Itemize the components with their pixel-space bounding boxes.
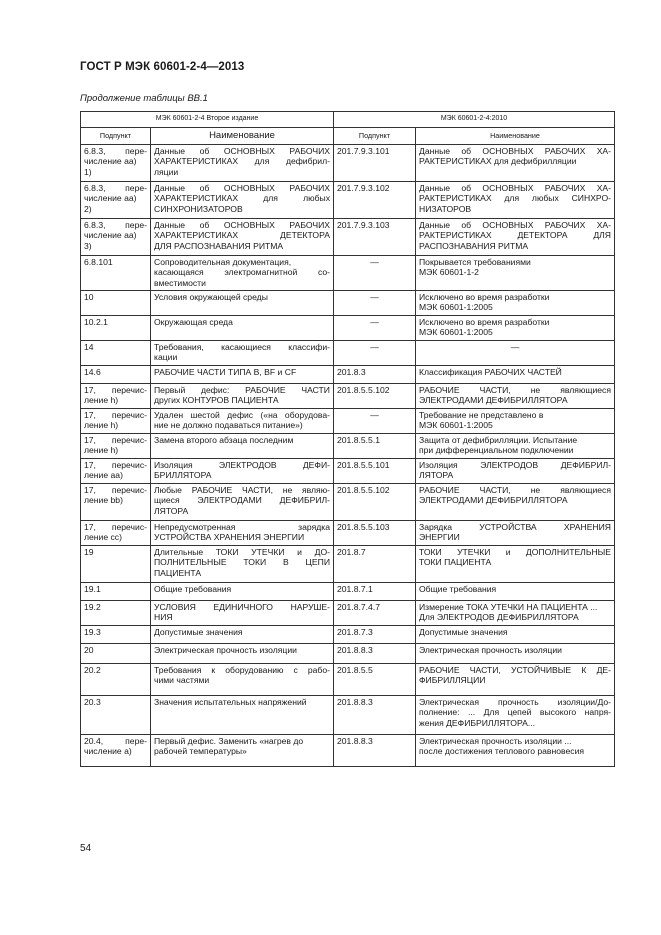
edition-right: МЭК 60601-2-4:2010 — [334, 112, 615, 128]
table-row — [81, 626, 615, 644]
cell-c4 — [416, 409, 615, 434]
cell-text-line: Данные об ОСНОВНЫХ РАБОЧИХ — [154, 220, 330, 230]
cell-text-line: рабочей температуры» — [154, 746, 247, 757]
table-row — [81, 459, 615, 484]
cell-c4 — [416, 341, 615, 366]
cell-c1 — [81, 145, 151, 182]
cell-text-line: ЭНЕРГИИ — [419, 532, 460, 543]
cell-text-line: Допустимые значения — [154, 627, 243, 637]
cell-text-line: 19.2 — [84, 602, 101, 612]
cell-c1 — [81, 341, 151, 366]
table-row — [81, 664, 615, 696]
cell-text-line: вместимости — [154, 277, 206, 288]
cell-text-line: ДЛЯ РАСПОЗНАВАНИЯ РИТМА — [154, 240, 284, 251]
cell-c4 — [416, 521, 615, 546]
cell-c3: — — [334, 256, 416, 291]
cell-c4 — [416, 256, 615, 291]
cell-c2 — [151, 521, 334, 546]
cell-c3: — — [334, 316, 416, 341]
cell-text-line: РАКТЕРИСТИКАХ ДЕТЕКТОРА ДЛЯ — [419, 230, 612, 241]
cell-c3: 201.8.5.5.102 — [334, 384, 416, 409]
cell-text-line: Данные об ОСНОВНЫХ РАБОЧИХ ХА- — [419, 183, 612, 193]
cell-text-line: ТОКИ УТЕЧКИ и ДОПОЛНИТЕЛЬНЫЕ — [419, 547, 612, 557]
cell-c2 — [151, 644, 334, 664]
cell-c3: 201.8.5.5.103 — [334, 521, 416, 546]
cell-text-line: 20.3 — [84, 697, 101, 707]
cell-c3: — — [334, 341, 416, 366]
table-caption: Продолжение таблицы ВВ.1 — [80, 93, 208, 104]
cell-text-line: СИНХРОНИЗАТОРОВ — [154, 203, 243, 214]
cell-c2 — [151, 256, 334, 291]
cell-c2 — [151, 735, 334, 767]
table-row — [81, 434, 615, 459]
cell-c1 — [81, 735, 151, 767]
cell-text-line: Длительные ТОКИ УТЕЧКИ и ДО- — [154, 547, 330, 557]
cell-text-line: ЭЛЕКТРОДАМИ ДЕФИБРИЛЛЯТОРА — [419, 495, 568, 506]
cell-text-line: числение аа) — [84, 193, 137, 204]
cell-text-line: — — [510, 342, 520, 352]
cell-text-line: щиеся ЭЛЕКТРОДАМИ ДЕФИБРИЛ- — [154, 495, 330, 506]
cell-c2 — [151, 626, 334, 644]
cell-c4 — [416, 644, 615, 664]
cell-text-line: ление h) — [84, 445, 119, 456]
document-header: ГОСТ Р МЭК 60601-2-4—2013 — [80, 61, 245, 73]
col-header-subclause-right: Подпункт — [334, 128, 416, 145]
cell-c3: 201.8.3 — [334, 366, 416, 384]
cell-c3: 201.8.8.3 — [334, 644, 416, 664]
cell-c1 — [81, 219, 151, 256]
cell-text-line: касающаяся электромагнитной со- — [154, 267, 330, 278]
cell-text-line: 17, перечис- — [84, 522, 147, 532]
cell-text-line: МЭК 60601-1:2005 — [419, 327, 493, 338]
cell-text-line: РАБОЧИЕ ЧАСТИ, не являющиеся — [419, 385, 612, 395]
cell-c3: 201.8.5.5.1 — [334, 434, 416, 459]
cell-text-line: 3) — [84, 240, 92, 251]
cell-c2 — [151, 182, 334, 219]
cell-text-line: 6.8.3, пере- — [84, 183, 147, 193]
cell-text-line: других КОНТУРОВ ПАЦИЕНТА — [154, 395, 279, 406]
cell-text-line: Значения испытательных напряжений — [154, 697, 307, 707]
cell-text-line: Любые РАБОЧИЕ ЧАСТИ, не являю- — [154, 485, 330, 495]
cell-text-line: 17, перечис- — [84, 460, 147, 470]
table-row — [81, 145, 615, 182]
table-row — [81, 219, 615, 256]
cell-text-line: МЭК 60601-1:2005 — [419, 302, 493, 313]
cell-text-line: чими частями — [154, 675, 210, 686]
cell-text-line: полнение: ... Для цепей высокого напря- — [419, 707, 612, 718]
col-header-name-right: Наименование — [416, 128, 615, 145]
correspondence-table — [80, 111, 615, 767]
cell-text-line: 17, перечис- — [84, 385, 147, 395]
cell-c4 — [416, 366, 615, 384]
cell-c3: 201.7.9.3.101 — [334, 145, 416, 182]
cell-c4 — [416, 696, 615, 735]
cell-c2 — [151, 434, 334, 459]
cell-text-line: Измерение ТОКА УТЕЧКИ НА ПАЦИЕНТА ... — [419, 602, 598, 612]
cell-text-line: Удален шестой дефис («на оборудова- — [154, 410, 330, 420]
cell-c4 — [416, 626, 615, 644]
table-row — [81, 696, 615, 735]
cell-c3: 201.8.5.5 — [334, 664, 416, 696]
cell-text-line: Защита от дефибрилляции. Испытание — [419, 435, 578, 445]
cell-text-line: 20 — [84, 645, 94, 655]
cell-text-line: Общие требования — [154, 584, 232, 594]
cell-text-line: ление h) — [84, 420, 119, 431]
edition-header-row — [81, 112, 615, 128]
cell-text-line: числение а) — [84, 746, 132, 757]
cell-text-line: 14.6 — [84, 367, 101, 377]
cell-text-line: 17, перечис- — [84, 410, 147, 420]
cell-text-line: ление bb) — [84, 495, 123, 506]
cell-c1 — [81, 601, 151, 626]
cell-c2 — [151, 291, 334, 316]
cell-text-line: 14 — [84, 342, 94, 352]
cell-c1 — [81, 384, 151, 409]
cell-text-line: кации — [154, 352, 178, 363]
cell-text-line: Замена второго абзаца последним — [154, 435, 294, 445]
cell-text-line: РАБОЧИЕ ЧАСТИ, УСТОЙЧИВЫЕ К ДЕ- — [419, 665, 612, 675]
cell-text-line: после достижения теплового равновесия — [419, 746, 585, 757]
cell-c4 — [416, 291, 615, 316]
cell-c1 — [81, 696, 151, 735]
cell-text-line: ление сс) — [84, 532, 122, 543]
cell-text-line: Электрическая прочность изоляции/До- — [419, 697, 612, 707]
cell-text-line: ляции — [154, 166, 179, 177]
cell-text-line: РАКТЕРИСТИКАХ для дефибрилляции — [419, 156, 577, 167]
cell-c4 — [416, 583, 615, 601]
cell-text-line: Требования к оборудованию с рабо- — [154, 665, 330, 675]
cell-c1 — [81, 546, 151, 583]
cell-c3: 201.8.8.3 — [334, 735, 416, 767]
cell-c2 — [151, 145, 334, 182]
cell-text-line: Данные об ОСНОВНЫХ РАБОЧИХ ХА- — [419, 220, 612, 230]
cell-text-line: УСТРОЙСТВА ХРАНЕНИЯ ЭНЕРГИИ — [154, 532, 305, 543]
cell-text-line: при дифференциальном подключении — [419, 445, 574, 456]
table-row — [81, 409, 615, 434]
cell-c2 — [151, 409, 334, 434]
cell-c2 — [151, 696, 334, 735]
cell-text-line: ХАРАКТЕРИСТИКАХ для дефибрил- — [154, 156, 330, 167]
cell-text-line: Для ЭЛЕКТРОДОВ ДЕФИБРИЛЛЯТОРА — [419, 612, 579, 623]
cell-text-line: 2) — [84, 203, 92, 214]
table-row — [81, 341, 615, 366]
cell-text-line: Изоляция ЭЛЕКТРОДОВ ДЕФИБРИЛ- — [419, 460, 612, 470]
cell-text-line: Первый дефис: РАБОЧИЕ ЧАСТИ — [154, 385, 330, 395]
cell-c1 — [81, 434, 151, 459]
cell-text-line: Допустимые значения — [419, 627, 508, 637]
cell-c4 — [416, 459, 615, 484]
table-row — [81, 583, 615, 601]
cell-c2 — [151, 366, 334, 384]
table-row — [81, 384, 615, 409]
cell-text-line: НИЯ — [154, 612, 173, 623]
cell-c3: — — [334, 291, 416, 316]
cell-text-line: Данные об ОСНОВНЫХ РАБОЧИХ — [154, 183, 330, 193]
cell-text-line: НИЗАТОРОВ — [419, 203, 472, 214]
cell-text-line: Непредусмотренная зарядка — [154, 522, 330, 532]
table-row — [81, 316, 615, 341]
table-row — [81, 601, 615, 626]
cell-text-line: 20.4, пере- — [84, 736, 147, 746]
cell-c3: 201.8.7.3 — [334, 626, 416, 644]
cell-c1 — [81, 316, 151, 341]
cell-c3: 201.8.7.4.7 — [334, 601, 416, 626]
cell-text-line: ФИБРИЛЛЯЦИИ — [419, 675, 486, 686]
cell-text-line: РАБОЧИЕ ЧАСТИ, не являющиеся — [419, 485, 612, 495]
cell-c2 — [151, 341, 334, 366]
cell-text-line: Данные об ОСНОВНЫХ РАБОЧИХ ХА- — [419, 146, 612, 156]
table-row — [81, 644, 615, 664]
cell-text-line: жения ДЕФИБРИЛЛЯТОРА... — [419, 717, 536, 728]
cell-c4 — [416, 735, 615, 767]
cell-c1 — [81, 409, 151, 434]
cell-c4 — [416, 182, 615, 219]
cell-text-line: Электрическая прочность изоляции — [419, 645, 562, 655]
cell-text-line: Зарядка УСТРОЙСТВА ХРАНЕНИЯ — [419, 522, 612, 532]
cell-c4 — [416, 434, 615, 459]
cell-text-line: ление h) — [84, 395, 119, 406]
table-row — [81, 546, 615, 583]
cell-text-line: РАБОЧИЕ ЧАСТИ ТИПА B, BF и CF — [154, 367, 297, 377]
cell-c3: 201.8.5.5.101 — [334, 459, 416, 484]
cell-c4 — [416, 384, 615, 409]
cell-text-line: Окружающая среда — [154, 317, 233, 327]
cell-text-line: 6.8.101 — [84, 257, 113, 267]
cell-text-line: ЛЯТОРА — [419, 470, 454, 481]
cell-text-line: Условия окружающей среды — [154, 292, 268, 302]
cell-text-line: Исключено во время разработки — [419, 292, 550, 302]
cell-c3: 201.7.9.3.102 — [334, 182, 416, 219]
cell-text-line: УСЛОВИЯ ЕДИНИЧНОГО НАРУШЕ- — [154, 602, 330, 612]
table-row — [81, 521, 615, 546]
cell-text-line: Сопроводительная документация, — [154, 257, 292, 267]
cell-c4 — [416, 219, 615, 256]
col-header-subclause-left: Подпункт — [81, 128, 151, 145]
cell-text-line: ние не должно подаваться питание») — [154, 420, 303, 431]
cell-text-line: БРИЛЛЯТОРА — [154, 470, 212, 481]
col-header-name-left: Наименование — [151, 128, 334, 145]
cell-c1 — [81, 644, 151, 664]
cell-c1 — [81, 583, 151, 601]
cell-c3: 201.8.8.3 — [334, 696, 416, 735]
cell-c2 — [151, 546, 334, 583]
cell-text-line: числение аа) — [84, 230, 137, 241]
cell-c2 — [151, 484, 334, 521]
cell-c1 — [81, 182, 151, 219]
page-number: 54 — [80, 843, 92, 854]
cell-c3: 201.8.7 — [334, 546, 416, 583]
cell-c2 — [151, 459, 334, 484]
cell-c2 — [151, 384, 334, 409]
cell-text-line: ЭЛЕКТРОДАМИ ДЕФИБРИЛЛЯТОРА — [419, 395, 568, 406]
table-row — [81, 735, 615, 767]
cell-c4 — [416, 484, 615, 521]
table-row — [81, 291, 615, 316]
cell-text-line: 6.8.3, пере- — [84, 220, 147, 230]
cell-text-line: Требование не представлено в — [419, 410, 544, 420]
cell-text-line: ХАРАКТЕРИСТИКАХ для любых — [154, 193, 330, 204]
cell-text-line: Первый дефис. Заменить «нагрев до — [154, 736, 304, 746]
cell-c1 — [81, 521, 151, 546]
cell-text-line: МЭК 60601-1:2005 — [419, 420, 493, 431]
table-row — [81, 256, 615, 291]
cell-c1 — [81, 366, 151, 384]
cell-text-line: Требования, касающиеся классифи- — [154, 342, 330, 352]
cell-text-line: 20.2 — [84, 665, 101, 675]
cell-c3: 201.8.5.5.102 — [334, 484, 416, 521]
cell-text-line: МЭК 60601-1-2 — [419, 267, 479, 278]
cell-text-line: ПОЛНИТЕЛЬНЫЕ ТОКИ В ЦЕПИ — [154, 557, 330, 568]
cell-c2 — [151, 219, 334, 256]
cell-text-line: 17, перечис- — [84, 435, 147, 445]
table-row — [81, 182, 615, 219]
cell-text-line: Покрывается требованиями — [419, 257, 531, 267]
cell-text-line: Классификация РАБОЧИХ ЧАСТЕЙ — [419, 367, 562, 377]
cell-c2 — [151, 583, 334, 601]
cell-text-line: числение аа) — [84, 156, 137, 167]
cell-c2 — [151, 664, 334, 696]
cell-c1 — [81, 256, 151, 291]
cell-c4 — [416, 601, 615, 626]
cell-c3: — — [334, 409, 416, 434]
cell-c3: 201.8.7.1 — [334, 583, 416, 601]
cell-text-line: 10.2.1 — [84, 317, 108, 327]
cell-c3: 201.7.9.3.103 — [334, 219, 416, 256]
cell-text-line: РАКТЕРИСТИКАХ для любых СИНХРО- — [419, 193, 612, 204]
edition-left: МЭК 60601-2-4 Второе издание — [81, 112, 334, 128]
cell-c2 — [151, 316, 334, 341]
table-row — [81, 484, 615, 521]
cell-text-line: 19.1 — [84, 584, 101, 594]
cell-c1 — [81, 664, 151, 696]
cell-text-line: 6.8.3, пере- — [84, 146, 147, 156]
cell-c1 — [81, 459, 151, 484]
cell-text-line: 19.3 — [84, 627, 101, 637]
cell-text-line: 1) — [84, 166, 92, 177]
cell-text-line: ПАЦИЕНТА — [154, 567, 202, 578]
cell-text-line: 17, перечис- — [84, 485, 147, 495]
cell-text-line: Электрическая прочность изоляции ... — [419, 736, 572, 746]
cell-c1 — [81, 484, 151, 521]
cell-text-line: 19 — [84, 547, 94, 557]
cell-text-line: Общие требования — [419, 584, 497, 594]
cell-text-line: Данные об ОСНОВНЫХ РАБОЧИХ — [154, 146, 330, 156]
cell-c4 — [416, 145, 615, 182]
cell-text-line: ление аа) — [84, 470, 123, 481]
cell-c4 — [416, 546, 615, 583]
cell-c2 — [151, 601, 334, 626]
cell-text-line: Изоляция ЭЛЕКТРОДОВ ДЕФИ- — [154, 460, 330, 470]
cell-text-line: 10 — [84, 292, 94, 302]
cell-text-line: ХАРАКТЕРИСТИКАХ ДЕТЕКТОРА — [154, 230, 330, 241]
cell-c1 — [81, 291, 151, 316]
cell-text-line: ЛЯТОРА — [154, 505, 189, 516]
cell-c4 — [416, 316, 615, 341]
cell-text-line: ТОКИ ПАЦИЕНТА — [419, 557, 492, 568]
cell-text-line: РАСПОЗНАВАНИЯ РИТМА — [419, 240, 529, 251]
column-header-row — [81, 128, 615, 145]
table-row — [81, 366, 615, 384]
cell-text-line: Исключено во время разработки — [419, 317, 550, 327]
cell-c1 — [81, 626, 151, 644]
cell-c4 — [416, 664, 615, 696]
cell-text-line: Электрическая прочность изоляции — [154, 645, 297, 655]
